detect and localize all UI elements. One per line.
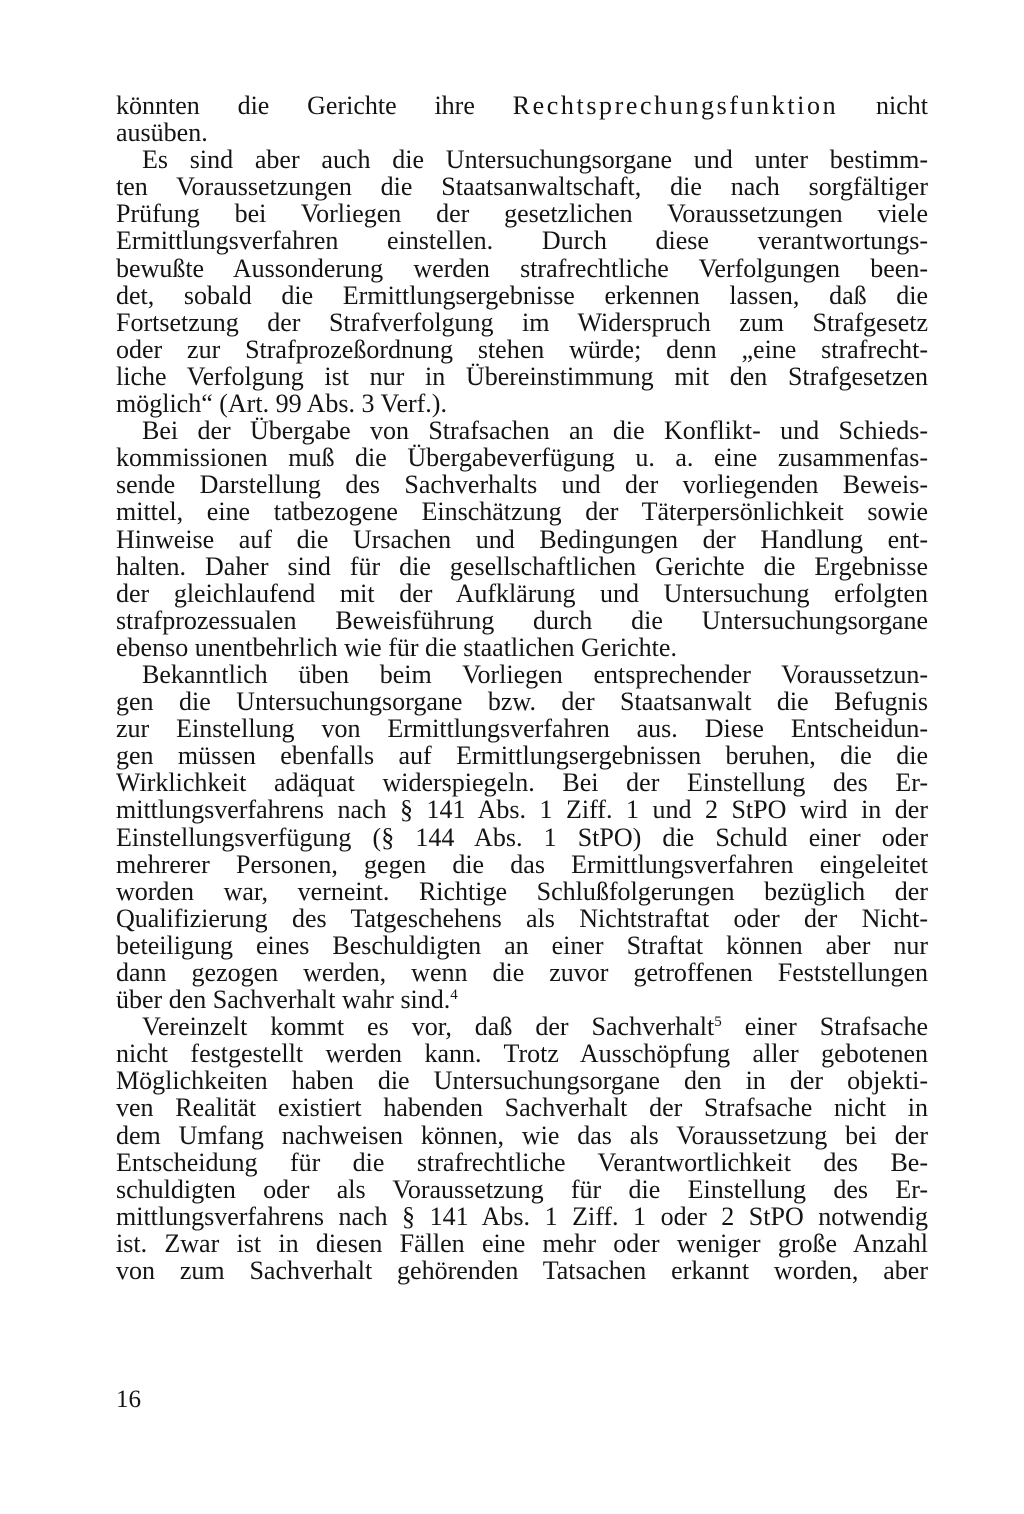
text-line: liche Verfolgung ist nur in Übereinstimmung mit den Strafgesetzen bbox=[116, 361, 928, 391]
text-line: oder zur Strafprozeßordnung stehen würde; denn „eine strafrecht- bbox=[116, 334, 928, 364]
paragraph-start-line: Bekanntlich üben beim Vorliegen entsprechender Voraussetzun- bbox=[142, 659, 928, 689]
paragraph-start-line: Vereinzelt kommt es vor, daß der Sachverhalt$^5$ einer Strafsache bbox=[142, 1012, 928, 1042]
text-line: kommissionen muß die Übergabeverfügung u. a. eine zusammenfas- bbox=[116, 443, 928, 473]
text-line: schuldigten oder als Voraussetzung für die Einstellung des Er- bbox=[116, 1174, 928, 1204]
text-line: Fortsetzung der Strafverfolgung im Widerspruch zum Strafgesetz bbox=[116, 307, 928, 337]
text-line: strafprozessualen Beweisführung durch die Untersuchungsorgane bbox=[116, 605, 928, 635]
text-line: Einstellungsverfügung (§ 144 Abs. 1 StPO) die Schuld einer oder bbox=[116, 822, 928, 852]
text-line: möglich“ (Art. 99 Abs. 3 Verf.). bbox=[116, 389, 447, 419]
text-line: sende Darstellung des Sachverhalts und der vorliegenden Beweis- bbox=[116, 470, 928, 500]
text-line: nicht festgestellt werden kann. Trotz Ausschöpfung aller gebotenen bbox=[116, 1039, 928, 1069]
text-line: Möglichkeiten haben die Untersuchungsorgane den in der objekti- bbox=[116, 1066, 928, 1096]
text-line: Entscheidung für die strafrechtliche Verantwortlichkeit des Be- bbox=[116, 1147, 928, 1177]
text-line: mehrerer Personen, gegen die das Ermittlungsverfahren eingeleitet bbox=[116, 849, 928, 879]
text-line: ebenso unentbehrlich wie für die staatlichen Gerichte. bbox=[116, 632, 677, 662]
text-line: Prüfung bei Vorliegen der gesetzlichen Voraussetzungen viele bbox=[116, 199, 928, 229]
text-line: Wirklichkeit adäquat widerspiegeln. Bei der Einstellung des Er- bbox=[116, 768, 928, 798]
text-line: gen die Untersuchungsorgane bzw. der Staatsanwalt die Befugnis bbox=[116, 687, 928, 717]
text-line: det, sobald die Ermittlungsergebnisse erkennen lassen, daß die bbox=[116, 280, 928, 310]
text-line: ausüben. bbox=[116, 118, 208, 148]
text-line: über den Sachverhalt wahr sind.$^4$ bbox=[116, 985, 458, 1015]
text-line: könnten die Gerichte ihre Rechtsprechungsfunktion nicht bbox=[116, 91, 928, 120]
text-line: mittel, eine tatbezogene Einschätzung der Täterpersönlichkeit sowie bbox=[116, 497, 928, 527]
page-number: 16 bbox=[116, 1386, 141, 1413]
text-line: Qualifizierung des Tatgeschehens als Nichtstraftat oder der Nicht- bbox=[116, 903, 928, 933]
text-line: mittlungsverfahrens nach § 141 Abs. 1 Ziff. 1 oder 2 StPO notwendig bbox=[116, 1201, 928, 1231]
body-text bbox=[116, 92, 928, 1284]
paragraph-start-line: Bei der Übergabe von Strafsachen an die Konflikt- und Schieds- bbox=[142, 416, 928, 446]
text-line: ten Voraussetzungen die Staatsanwaltschaft, die nach sorgfältiger bbox=[116, 172, 928, 202]
text-line: mittlungsverfahrens nach § 141 Abs. 1 Ziff. 1 und 2 StPO wird in der bbox=[116, 795, 928, 825]
text-line: dem Umfang nachweisen können, wie das als Voraussetzung bei der bbox=[116, 1120, 928, 1150]
text-line: halten. Daher sind für die gesellschaftlichen Gerichte die Ergebnisse bbox=[116, 551, 928, 581]
text-line: der gleichlaufend mit der Aufklärung und Untersuchung erfolgten bbox=[116, 578, 928, 608]
footnote-ref-4: 4 bbox=[450, 987, 458, 1004]
text-line: Hinweise auf die Ursachen und Bedingungen der Handlung ent- bbox=[116, 524, 928, 554]
text-line: ven Realität existiert habenden Sachverhalt der Strafsache nicht in bbox=[116, 1093, 928, 1123]
text-line: worden war, verneint. Richtige Schlußfolgerungen bezüglich der bbox=[116, 876, 928, 906]
text-line: ist. Zwar ist in diesen Fällen eine mehr oder weniger große Anzahl bbox=[116, 1228, 928, 1258]
text-line: gen müssen ebenfalls auf Ermittlungsergebnissen beruhen, die die bbox=[116, 741, 928, 771]
paragraph-start-line: Es sind aber auch die Untersuchungsorgane und unter bestimm- bbox=[142, 145, 928, 175]
text-line: Ermittlungsverfahren einstellen. Durch diese verantwortungs- bbox=[116, 226, 928, 256]
footnote-ref-5: 5 bbox=[714, 1014, 722, 1031]
text-line: von zum Sachverhalt gehörenden Tatsachen erkannt worden, aber bbox=[116, 1256, 928, 1286]
text-line: dann gezogen werden, wenn die zuvor getroffenen Feststellungen bbox=[116, 958, 928, 987]
text-line: beteiligung eines Beschuldigten an einer Straftat können aber nur bbox=[116, 930, 928, 960]
text-line: bewußte Aussonderung werden strafrechtliche Verfolgungen been- bbox=[116, 253, 928, 283]
text-line: zur Einstellung von Ermittlungsverfahren aus. Diese Entscheidun- bbox=[116, 714, 928, 744]
